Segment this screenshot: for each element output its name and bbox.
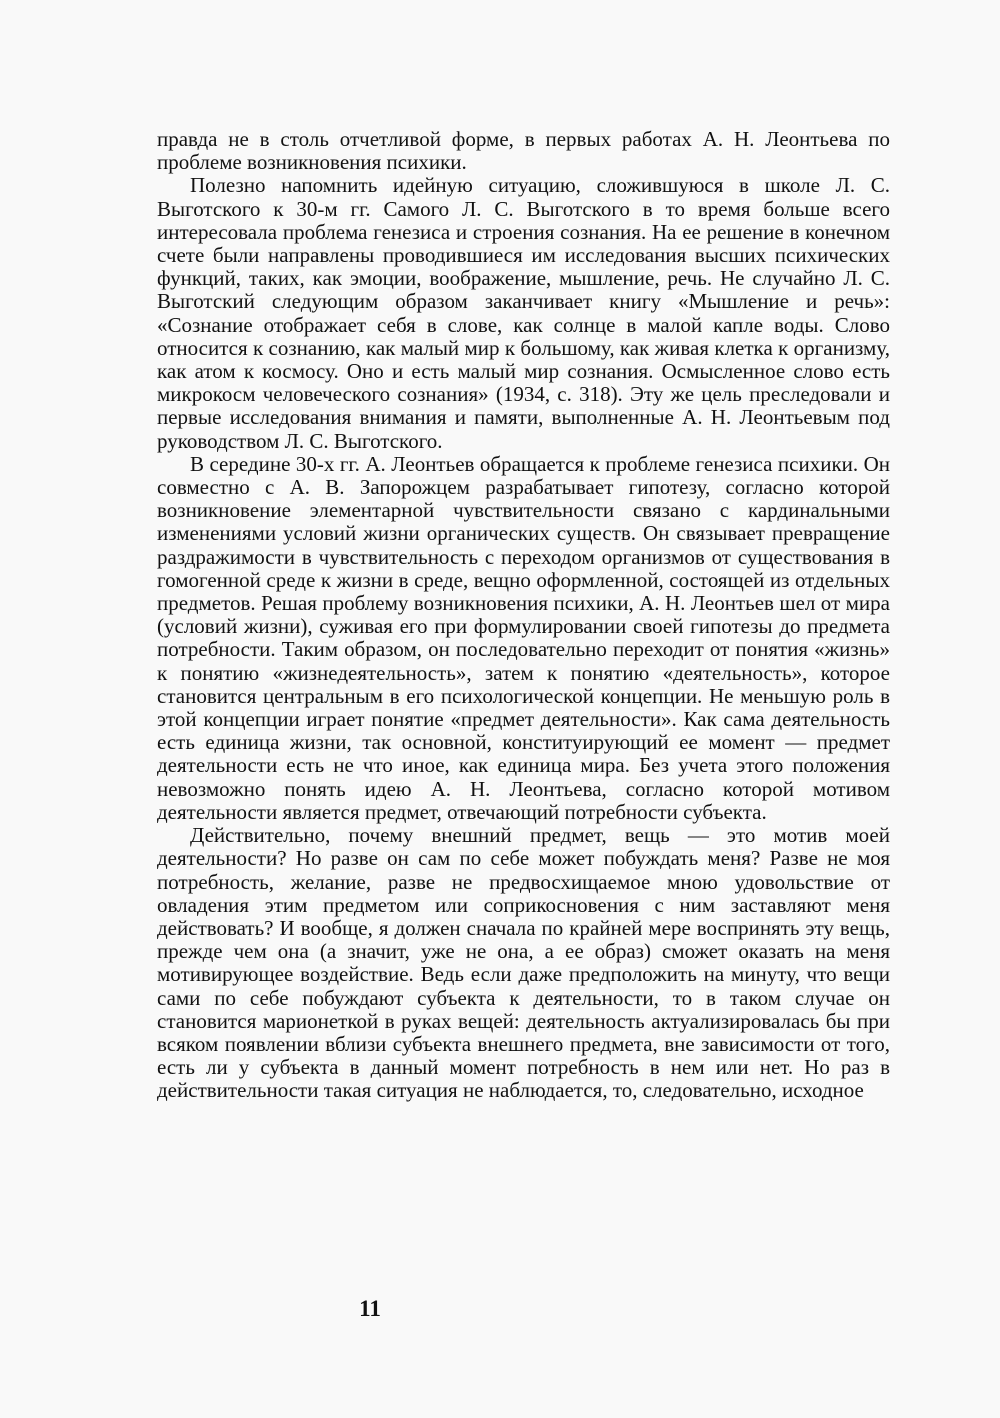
paragraph-continuation: правда не в столь отчетливой форме, в первых работах А. Н. Леонтьева по проблеме возникновения психики. (157, 127, 890, 175)
paragraph-leontiev-genesis: В середине 30-х гг. А. Леонтьев обращается к проблеме генезиса психики. Он совместно с А. В. Запорожцем разрабатывает гипотезу, согласно которой возникновение элементарной чувствительности связано с кардинальными изменениями условий жизни органических существ. Он связывает превращение раздражимости в чувствительность с переходом организмов от существования в гомогенной среде к жизни в среде, вещно оформленной, состоящей из отдельных предметов. Решая проблему возникновения психики, А. Н. Леонтьев шел от мира (условий жизни), суживая его при формулировании своей гипотезы до предмета потребности. Таким образом, он последовательно переходит от понятия «жизнь» к понятию «жизнедеятельность», затем к понятию «деятельность», которое становится центральным в его психологической концепции. Не меньшую роль в этой концепции играет понятие «предмет деятельности». Как сама деятельность есть единица жизни, так основной, конституирующий ее момент — предмет деятельности есть не что иное, как единица мира. Без учета этого положения невозможно понять идею А. Н. Леонтьева, согласно которой мотивом деятельности является предмет, отвечающий потребности субъекта. (157, 451, 890, 824)
paragraph-motive-question: Действительно, почему внешний предмет, вещь — это мотив моей деятельности? Но разве он сам по себе может побуждать меня? Разве не моя потребность, желание, разве не предвосхищаемое мною удовольствие от овладения этим предметом или соприкосновения с ним заставляют меня действовать? И вообще, я должен сначала по крайней мере воспринять эту вещь, прежде чем она (а значит, уже не она, а ее образ) сможет оказать на меня мотивирующее воздействие. Ведь если даже предположить на минуту, что вещи сами по себе побуждают субъекта к деятельности, то в таком случае он становится марионеткой в руках вещей: деятельность актуализировалась бы при всяком появлении вблизи субъекта внешнего предмета, вне зависимости от того, есть ли у субъекта в данный момент потребность в нем или нет. Но раз в действительности такая ситуация не наблюдается, то, следовательно, исходное (157, 823, 890, 1103)
body-text (157, 128, 890, 1103)
paragraph-vygotsky-situation: Полезно напомнить идейную ситуацию, сложившуюся в школе Л. С. Выготского к 30-м гг. Самого Л. С. Выготского в то время больше всего интересовала проблема генезиса и строения сознания. На ее решение в конечном счете были направлены проводившиеся им исследования высших психических функций, таких, как эмоции, воображение, мышление, речь. Не случайно Л. С. Выготский следующим образом заканчивает книгу «Мышление и речь»: «Сознание отображает себя в слове, как солнце в малой капле воды. Слово относится к сознанию, как малый мир к большому, как живая клетка к организму, как атом к космосу. Оно и есть малый мир сознания. Осмысленное слово есть микрокосм человеческого сознания» (1934, с. 318). Эту же цель преследовали и первые исследования внимания и памяти, выполненные А. Н. Леонтьевым под руководством Л. С. Выготского. (157, 173, 890, 453)
page-number: 11 (359, 1296, 381, 1321)
